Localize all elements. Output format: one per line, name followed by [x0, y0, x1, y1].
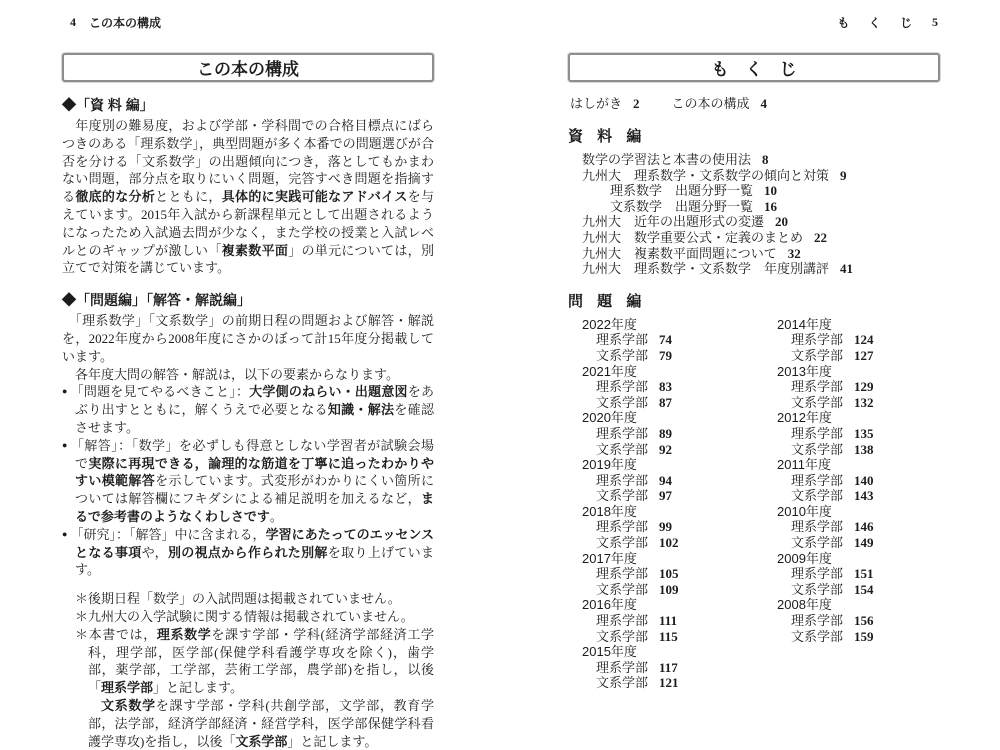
- toc-year-block: [568, 551, 763, 598]
- toc-heading-mondai: 問 題 編: [568, 292, 647, 310]
- emphasis-text: 別の視点から作られた別解: [167, 544, 328, 560]
- text-run: 。: [269, 508, 283, 524]
- bullet-item: [62, 383, 434, 436]
- toc-entry: [568, 535, 763, 551]
- text-run: 」と記します。: [287, 733, 378, 749]
- toc-entry-label: 九州大 理系数学・文系数学 年度別講評: [582, 261, 830, 277]
- toc-page-number: 138: [854, 441, 874, 457]
- note-item: [75, 590, 434, 608]
- toc-entry-label: 理系学部: [791, 472, 844, 488]
- toc-entry-label: 数学の学習法と本書の使用法: [582, 152, 752, 167]
- toc-entry: [570, 95, 640, 112]
- toc-page-number: 79: [659, 347, 673, 363]
- text-run: 」と記します。: [153, 680, 243, 696]
- running-head-right: [568, 14, 940, 30]
- text-run: を課す学部・学科(経済学部経済工学科，理学部，医学部(保健学科看護学専攻を除く)，歯学部，薬学部，工学部，芸術工学部，農学部)を指し，以後「: [88, 626, 434, 696]
- page-left: [62, 14, 434, 750]
- text-run: を確認させます。: [75, 402, 434, 435]
- toc-entry-label: 九州大 近年の出題形式の変遷: [582, 214, 765, 230]
- toc-page-number: 111: [659, 613, 678, 629]
- toc-entry-label: 理系学部: [791, 613, 844, 629]
- toc-year-column: [763, 317, 940, 691]
- toc-page-number: 99: [659, 519, 673, 535]
- toc-page-number: 94: [659, 472, 673, 488]
- text-run: 「理系数学」「文系数学」の前期日程の問題および解答・解説を，2022年度から2008年度にさかのぼって計15年度分掲載しています。: [62, 313, 434, 364]
- running-head-title-right: も く じ: [837, 15, 920, 30]
- toc-entry: [763, 395, 940, 411]
- toc-entry-label: 理系学部: [596, 332, 649, 348]
- toc-page-number: 154: [854, 581, 874, 597]
- toc-page-number: 109: [659, 581, 679, 597]
- bullet-item: [62, 437, 434, 526]
- emphasis-text: 文系数学: [101, 697, 156, 713]
- toc-shiryo-list: [568, 152, 940, 277]
- asterisk-marker: ＊: [75, 608, 89, 624]
- toc-year-block: [763, 410, 940, 457]
- toc-entry: [763, 535, 940, 551]
- note-item: [75, 608, 434, 626]
- toc-page-number: 22: [814, 229, 828, 245]
- note-item: [75, 626, 434, 697]
- toc-year-block: [763, 457, 940, 504]
- toc-entry-label: 文系学部: [791, 488, 844, 504]
- toc-page-number: 146: [854, 519, 874, 535]
- toc-page-number: 117: [659, 659, 678, 675]
- toc-entry-label: 文系学部: [791, 347, 844, 363]
- emphasis-text: 徹底的な分析: [75, 189, 156, 205]
- toc-entry-label: 理系学部: [596, 613, 649, 629]
- toc-entry-label: 理系学部: [791, 566, 844, 582]
- bullet-icon: ●: [62, 386, 68, 397]
- paragraph-mondai-1: [62, 312, 434, 365]
- paragraph-mondai-2: [62, 366, 434, 384]
- toc-page-number: 87: [659, 394, 673, 410]
- toc-page-number: 105: [659, 566, 679, 582]
- toc-page-number: 97: [659, 488, 673, 504]
- text-run: を示しています。式変形がわかりにくい箇所については解答欄にフキダシによる補足説明を加えるなど，: [75, 473, 434, 507]
- bullet-icon: ●: [62, 528, 68, 539]
- right-title-box: [568, 53, 940, 82]
- text-run: を与えています。2015年入試から新課程単元として出題されるようになったため入試過去問が少なく，また学校の授業と入試レベルとのギャップが激しい「: [62, 189, 434, 258]
- toc-page-number: 159: [854, 628, 874, 644]
- heading-shiryo-hen: ◆「資 料 編」: [62, 97, 154, 113]
- toc-page-number: 140: [854, 472, 874, 488]
- toc-page-number: 132: [854, 394, 874, 410]
- toc-entry: [568, 613, 763, 629]
- page-number-left: 4: [70, 14, 76, 29]
- toc-entry: [763, 442, 940, 458]
- toc-page-number: 83: [659, 379, 673, 395]
- toc-entry-label: 文系学部: [791, 394, 844, 410]
- bullet-item: [62, 526, 434, 579]
- toc-entry: [568, 230, 940, 246]
- toc-page-number: 9: [840, 167, 847, 183]
- emphasis-text: 知識・解法: [327, 402, 395, 418]
- toc-entry-label: 文系学部: [596, 581, 649, 597]
- toc-entry-label: 理系学部: [791, 379, 844, 395]
- left-title-box: [62, 53, 434, 82]
- toc-page-number: 10: [764, 183, 778, 199]
- toc-year-label: 2021年度: [582, 363, 637, 379]
- text-run: 各年度大問の解答・解説は，以下の要素からなります。: [62, 366, 399, 382]
- toc-year-block: [763, 551, 940, 598]
- toc-year-block: [763, 597, 940, 644]
- toc-entry: [763, 582, 940, 598]
- text-run: とともに，: [155, 189, 222, 205]
- toc-page-number: 41: [840, 261, 854, 277]
- emphasis-text: 複素数平面: [221, 242, 289, 258]
- toc-year-label: 2018年度: [582, 503, 637, 519]
- toc-entry-label: 理系学部: [791, 519, 844, 535]
- toc-heading-shiryo: 資 料 編: [568, 128, 647, 145]
- toc-year-label: 2014年度: [777, 316, 832, 332]
- toc-entry-label: 理系数学 出題分野一覧: [610, 183, 754, 199]
- toc-entry-label: 文系学部: [596, 675, 649, 691]
- toc-entry-label: 九州大 理系数学・文系数学の傾向と対策: [582, 167, 830, 183]
- toc-entry: [568, 442, 763, 458]
- toc-page-number: 156: [854, 613, 874, 629]
- toc-page-number: 20: [775, 214, 789, 230]
- toc-entry-label: 理系学部: [596, 472, 649, 488]
- toc-page-number: 129: [854, 379, 874, 395]
- toc-page-number: 16: [764, 198, 778, 214]
- toc-entry-label: 文系数学 出題分野一覧: [610, 198, 754, 214]
- toc-entry: [672, 95, 768, 112]
- toc-entry: [568, 348, 763, 364]
- emphasis-text: 具体的に実践可能なアドバイス: [221, 189, 408, 205]
- toc-page-number: 102: [659, 535, 679, 551]
- toc-entry-label: 理系学部: [791, 332, 844, 348]
- toc-entry: [763, 426, 940, 442]
- toc-entry-label: 文系学部: [596, 488, 649, 504]
- toc-entry: [568, 519, 763, 535]
- toc-entry: [568, 566, 763, 582]
- text-run: をあぶり出すとともに，解くうえで必要となる: [75, 384, 434, 418]
- toc-entry-label: 文系学部: [596, 628, 649, 644]
- toc-page-number: 115: [659, 628, 678, 644]
- toc-entry-label: 文系学部: [791, 441, 844, 457]
- toc-page-number: 121: [659, 675, 679, 691]
- toc-entry: [568, 426, 763, 442]
- toc-entry: [763, 379, 940, 395]
- text-run: 年度別の難易度，および学部・学科間での合格目標点にばらつきのある「理系数学」，典型問題が多く本番での問題選びが合否を分ける「文系数学」の出題傾向につき，落としてもかまわない問題，部分点を取りにいく問題，完答すべき問題を指摘する: [62, 118, 434, 205]
- paragraph-shiryo: [62, 117, 434, 277]
- toc-page-number: 4: [760, 96, 768, 111]
- toc-entry: [763, 613, 940, 629]
- toc-entry-label: 文系学部: [596, 535, 649, 551]
- toc-page-number: 151: [854, 566, 874, 582]
- toc-entry: [568, 395, 763, 411]
- toc-entry: [568, 214, 940, 230]
- toc-entry-label: 文系学部: [791, 628, 844, 644]
- toc-year-block: [763, 317, 940, 364]
- toc-entry: [763, 629, 940, 645]
- toc-entry: [568, 246, 940, 262]
- text-run: 後期日程「数学」の入試問題は掲載されていません。: [88, 591, 401, 607]
- toc-entry-label: 理系学部: [791, 425, 844, 441]
- toc-entry: [568, 261, 940, 277]
- toc-year-label: 2020年度: [582, 410, 637, 426]
- toc-year-block: [568, 457, 763, 504]
- emphasis-text: まるで参考書のようなくわしさです: [75, 491, 434, 524]
- toc-entry: [568, 629, 763, 645]
- toc-year-label: 2013年度: [777, 363, 832, 379]
- toc-entry-label: 理系学部: [596, 566, 649, 582]
- left-page-title: この本の構成: [197, 60, 299, 79]
- toc-entry-label: 文系学部: [791, 581, 844, 597]
- heading-mondai-kaisetsu-hen: ◆「問題編」「解答・解説編」: [62, 292, 251, 309]
- toc-entry-label: 理系学部: [596, 659, 649, 675]
- toc-entry-label: 理系学部: [596, 379, 649, 395]
- toc-entry: [568, 675, 763, 691]
- toc-year-label: 2022年度: [582, 316, 637, 332]
- text-run: 「解答」：「数学」を必ずしも得意としない学習者が試験会場で: [70, 437, 434, 471]
- toc-entry: [568, 660, 763, 676]
- toc-year-block: [763, 364, 940, 411]
- running-head-left: [62, 14, 434, 30]
- text-run: を課す学部・学科(共創学部，文学部，教育学部，法学部，経済学部経済・経営学科，医学部保健学科看護学専攻)を指し，以後「: [88, 697, 434, 749]
- toc-page-number: 8: [762, 152, 769, 167]
- toc-year-label: 2012年度: [777, 410, 832, 426]
- text-run: 本書では，: [88, 626, 157, 642]
- toc-entry: [568, 582, 763, 598]
- toc-mondai-columns: [568, 317, 940, 691]
- toc-year-block: [568, 317, 763, 364]
- text-run: 「研究」：「解答」中に含まれる，: [70, 526, 266, 542]
- page-number-right: 5: [932, 14, 938, 29]
- toc-entry: [763, 348, 940, 364]
- toc-year-label: 2010年度: [777, 503, 832, 519]
- toc-entry: [568, 168, 940, 184]
- toc-year-block: [763, 504, 940, 551]
- toc-entry-label: 文系学部: [596, 394, 649, 410]
- emphasis-text: 大学側のねらい・出題意図: [249, 384, 408, 400]
- page-right: [568, 14, 940, 691]
- toc-year-block: [568, 597, 763, 644]
- running-head-title-left: この本の構成: [89, 15, 162, 30]
- toc-entry-label: 文系学部: [791, 535, 844, 551]
- asterisk-marker: ＊: [75, 626, 89, 642]
- asterisk-marker: ＊: [75, 591, 89, 607]
- emphasis-text: 実際に再現できる，論理的な筋道を丁寧に追ったわかりやすい模範解答: [75, 455, 434, 489]
- toc-entry: [763, 519, 940, 535]
- toc-entry: [763, 332, 940, 348]
- text-run: 九州大の入学試験に関する情報は掲載されていません。: [88, 608, 414, 624]
- toc-entry: [568, 183, 940, 199]
- toc-entry-label: 文系学部: [596, 441, 649, 457]
- toc-page-number: 32: [787, 245, 801, 261]
- toc-entry-label: 理系学部: [596, 425, 649, 441]
- notes-list: [62, 590, 434, 750]
- toc-page-number: 74: [659, 332, 673, 348]
- text-run: を取り上げています。: [75, 544, 434, 578]
- toc-year-block: [568, 410, 763, 457]
- toc-year-label: 2015年度: [582, 644, 637, 660]
- toc-page-number: 124: [854, 332, 874, 348]
- toc-intro-row: [568, 95, 940, 112]
- toc-entry: [763, 566, 940, 582]
- toc-entry: [763, 473, 940, 489]
- toc-page-number: 135: [854, 425, 874, 441]
- toc-year-block: [568, 504, 763, 551]
- emphasis-text: 理系学部: [101, 680, 154, 696]
- toc-page-number: 89: [659, 425, 673, 441]
- toc-entry-label: 九州大 数学重要公式・定義のまとめ: [582, 229, 804, 245]
- bullet-list: [62, 383, 434, 579]
- toc-year-block: [568, 364, 763, 411]
- toc-entry-label: 理系学部: [596, 519, 649, 535]
- toc-entry: [568, 199, 940, 215]
- toc-entry: [763, 488, 940, 504]
- toc-entry: [568, 473, 763, 489]
- toc-entry-label: はしがき: [570, 96, 623, 111]
- toc-entry-label: 文系学部: [596, 347, 649, 363]
- emphasis-text: 文系学部: [235, 733, 288, 749]
- text-run: や，: [141, 544, 168, 560]
- toc-entry-label: 九州大 複素数平面問題について: [582, 245, 777, 261]
- toc-entry-label: この本の構成: [671, 96, 750, 111]
- toc-page-number: 143: [854, 488, 874, 504]
- bullet-icon: ●: [62, 439, 68, 450]
- right-page-title: も く じ: [711, 60, 797, 79]
- toc-entry: [568, 332, 763, 348]
- toc-year-label: 2009年度: [777, 550, 832, 566]
- text-run: 」の単元については，別立てで対策を講じています。: [62, 242, 434, 276]
- toc-year-label: 2019年度: [582, 457, 637, 473]
- toc-year-label: 2008年度: [777, 597, 832, 613]
- toc-year-block: [568, 644, 763, 691]
- toc-year-label: 2011年度: [777, 457, 831, 473]
- toc-year-column: [568, 317, 763, 691]
- note-item: [88, 697, 434, 750]
- toc-entry: [568, 152, 940, 168]
- toc-year-label: 2016年度: [582, 597, 637, 613]
- text-run: 「問題を見てやるべきこと」：: [70, 384, 250, 400]
- emphasis-text: 学習にあたってのエッセンスとなる事項: [75, 526, 434, 560]
- toc-year-label: 2017年度: [582, 550, 637, 566]
- toc-entry: [568, 379, 763, 395]
- toc-entry: [568, 488, 763, 504]
- toc-page-number: 2: [633, 96, 640, 111]
- toc-page-number: 127: [854, 347, 874, 363]
- toc-page-number: 92: [659, 441, 673, 457]
- toc-page-number: 149: [854, 535, 874, 551]
- emphasis-text: 理系数学: [156, 626, 212, 642]
